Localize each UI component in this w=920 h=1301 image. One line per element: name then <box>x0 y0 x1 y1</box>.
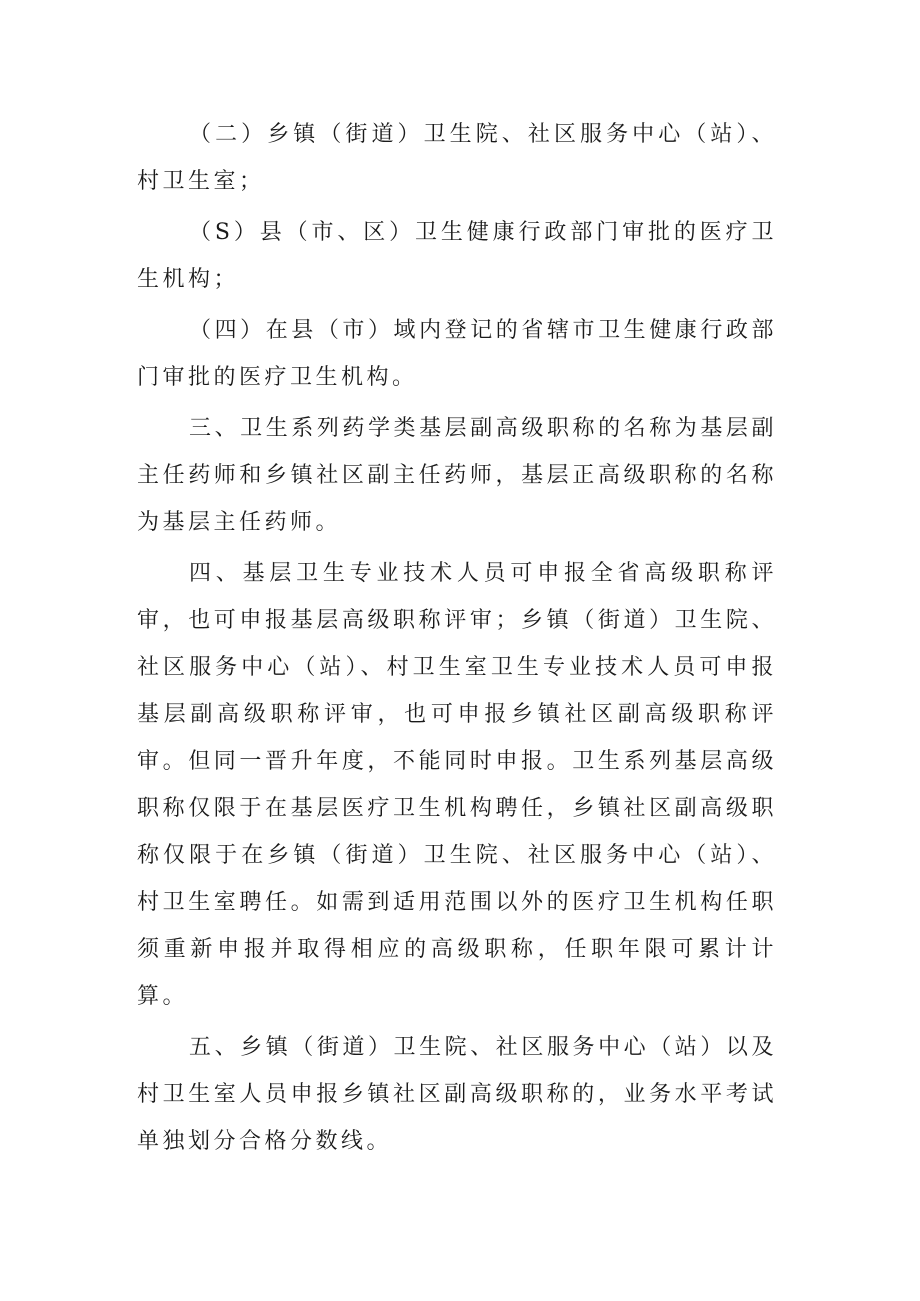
paragraph-section-4: 四、基层卫生专业技术人员可申报全省高级职称评审，也可申报基层高级职称评审；乡镇（街道）卫生院、社区服务中心（站）、村卫生室卫生专业技术人员可申报基层副高级职称评审，也可申报乡镇社区副高级职称评审。但同一晋升年度，不能同时申报。卫生系列基层高级职称仅限于在基层医疗卫生机构聘任，乡镇社区副高级职称仅限于在乡镇（街道）卫生院、社区服务中心（站）、村卫生室聘任。如需到适用范围以外的医疗卫生机构任职须重新申报并取得相应的高级职称，任职年限可累计计算。 <box>137 561 777 1009</box>
paragraph-item-4: （四）在县（市）域内登记的省辖市卫生健康行政部门审批的医疗卫生机构。 <box>137 318 777 390</box>
paragraph-section-3: 三、卫生系列药学类基层副高级职称的名称为基层副主任药师和乡镇社区副主任药师，基层正高级职称的名称为基层主任药师。 <box>137 416 777 535</box>
document-body <box>137 111 777 1165</box>
paragraph-item-2: （二）乡镇（街道）卫生院、社区服务中心（站）、村卫生室； <box>137 122 777 194</box>
paragraph-item-3: （S）县（市、区）卫生健康行政部门审批的医疗卫生机构； <box>137 220 777 292</box>
paragraph-section-5: 五、乡镇（街道）卫生院、社区服务中心（站）以及村卫生室人员申报乡镇社区副高级职称的，业务水平考试单独划分合格分数线。 <box>137 1035 777 1154</box>
